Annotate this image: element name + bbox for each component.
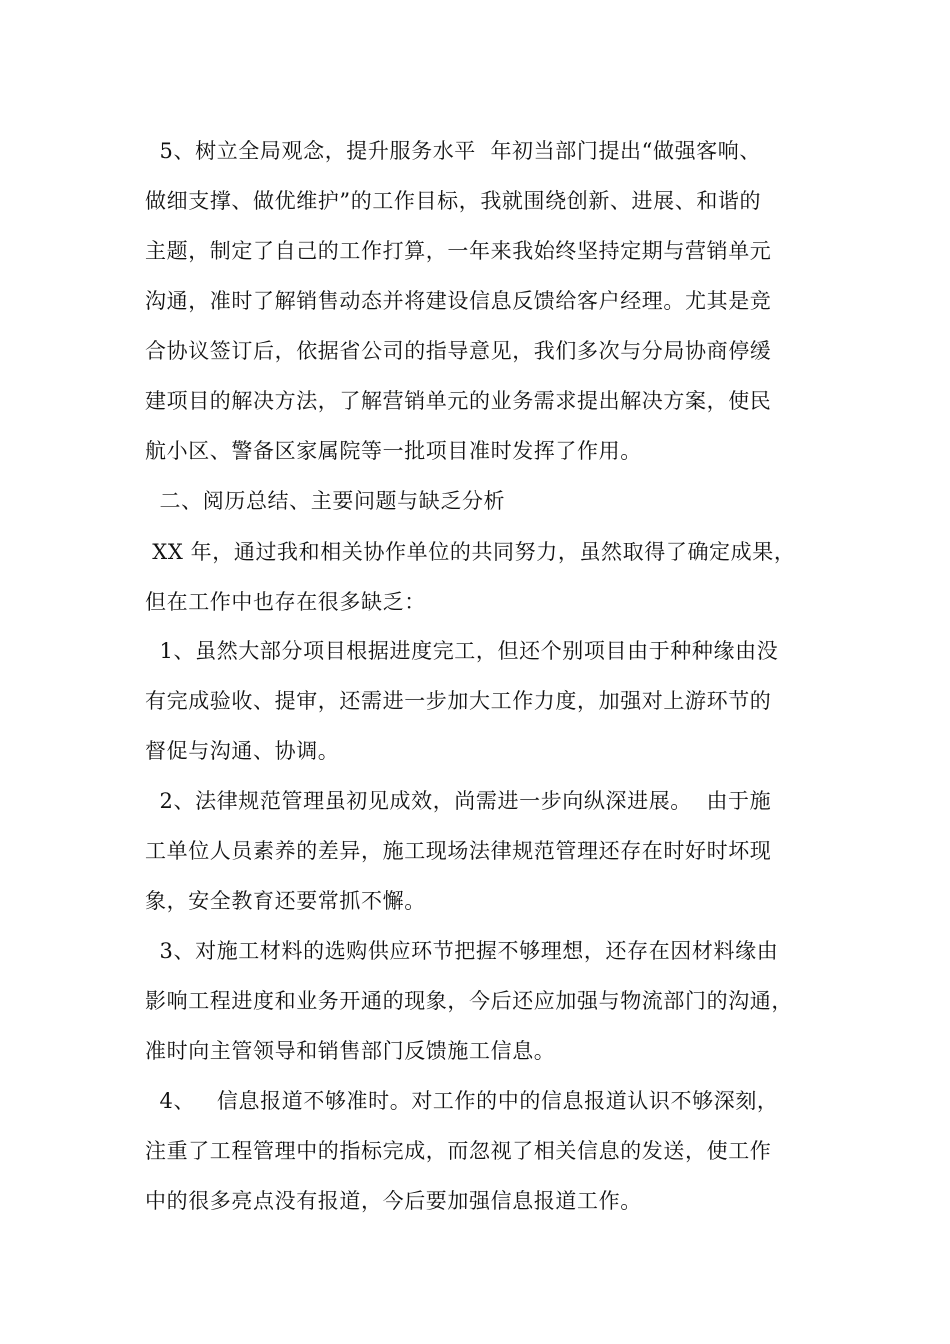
text-line: 督促与沟通、协调。 [145,739,340,763]
text-line: 合协议签订后，依据省公司的指导意见，我们多次与分局协商停缓 [145,339,772,363]
section-heading: 二、阅历总结、主要问题与缺乏分析 [145,489,506,513]
text-line: 注重了工程管理中的指标完成，而忽视了相关信息的发送，使工作 [145,1139,772,1163]
text-line: 2、法律规范管理虽初见成效，尚需进一步向纵深进展。 由于施 [145,789,772,813]
text-line: 主题，制定了自己的工作打算，一年来我始终坚持定期与营销单元 [145,239,772,263]
text-line: 有完成验收、提审，还需进一步加大工作力度，加强对上游环节的 [145,689,772,713]
text-line: 建项目的解决方法，了解营销单元的业务需求提出解决方案，使民 [145,389,772,413]
text-line: 4、 信息报道不够准时。对工作的中的信息报道认识不够深刻， [145,1089,779,1113]
text-line: 象，安全教育还要常抓不懈。 [145,889,426,913]
text-line: 准时向主管领导和销售部门反馈施工信息。 [145,1039,556,1063]
text-line: 3、对施工材料的选购供应环节把握不够理想，还存在因材料缘由 [145,939,779,963]
text-line: XX 年，通过我和相关协作单位的共同努力，虽然取得了确定成果， [145,540,796,564]
text-line: 1、虽然大部分项目根据进度完工，但还个别项目由于种种缘由没 [145,639,779,663]
text-line: 影响工程进度和业务开通的现象，今后还应加强与物流部门的沟通， [145,989,793,1013]
text-line: 中的很多亮点没有报道，今后要加强信息报道工作。 [145,1189,642,1213]
text-line: 5、树立全局观念，提升服务水平 年初当部门提出“做强客响、 [145,139,761,163]
text-line: 做细支撑、做优维护”的工作目标，我就围绕创新、进展、和谐的 [145,189,762,213]
text-line: 沟通，准时了解销售动态并将建设信息反馈给客户经理。尤其是竞 [145,289,772,313]
text-line: 航小区、警备区家属院等一批项目准时发挥了作用。 [145,439,642,463]
text-line: 但在工作中也存在很多缺乏： [145,590,426,614]
text-line: 工单位人员素养的差异，施工现场法律规范管理还存在时好时坏现 [145,839,772,863]
